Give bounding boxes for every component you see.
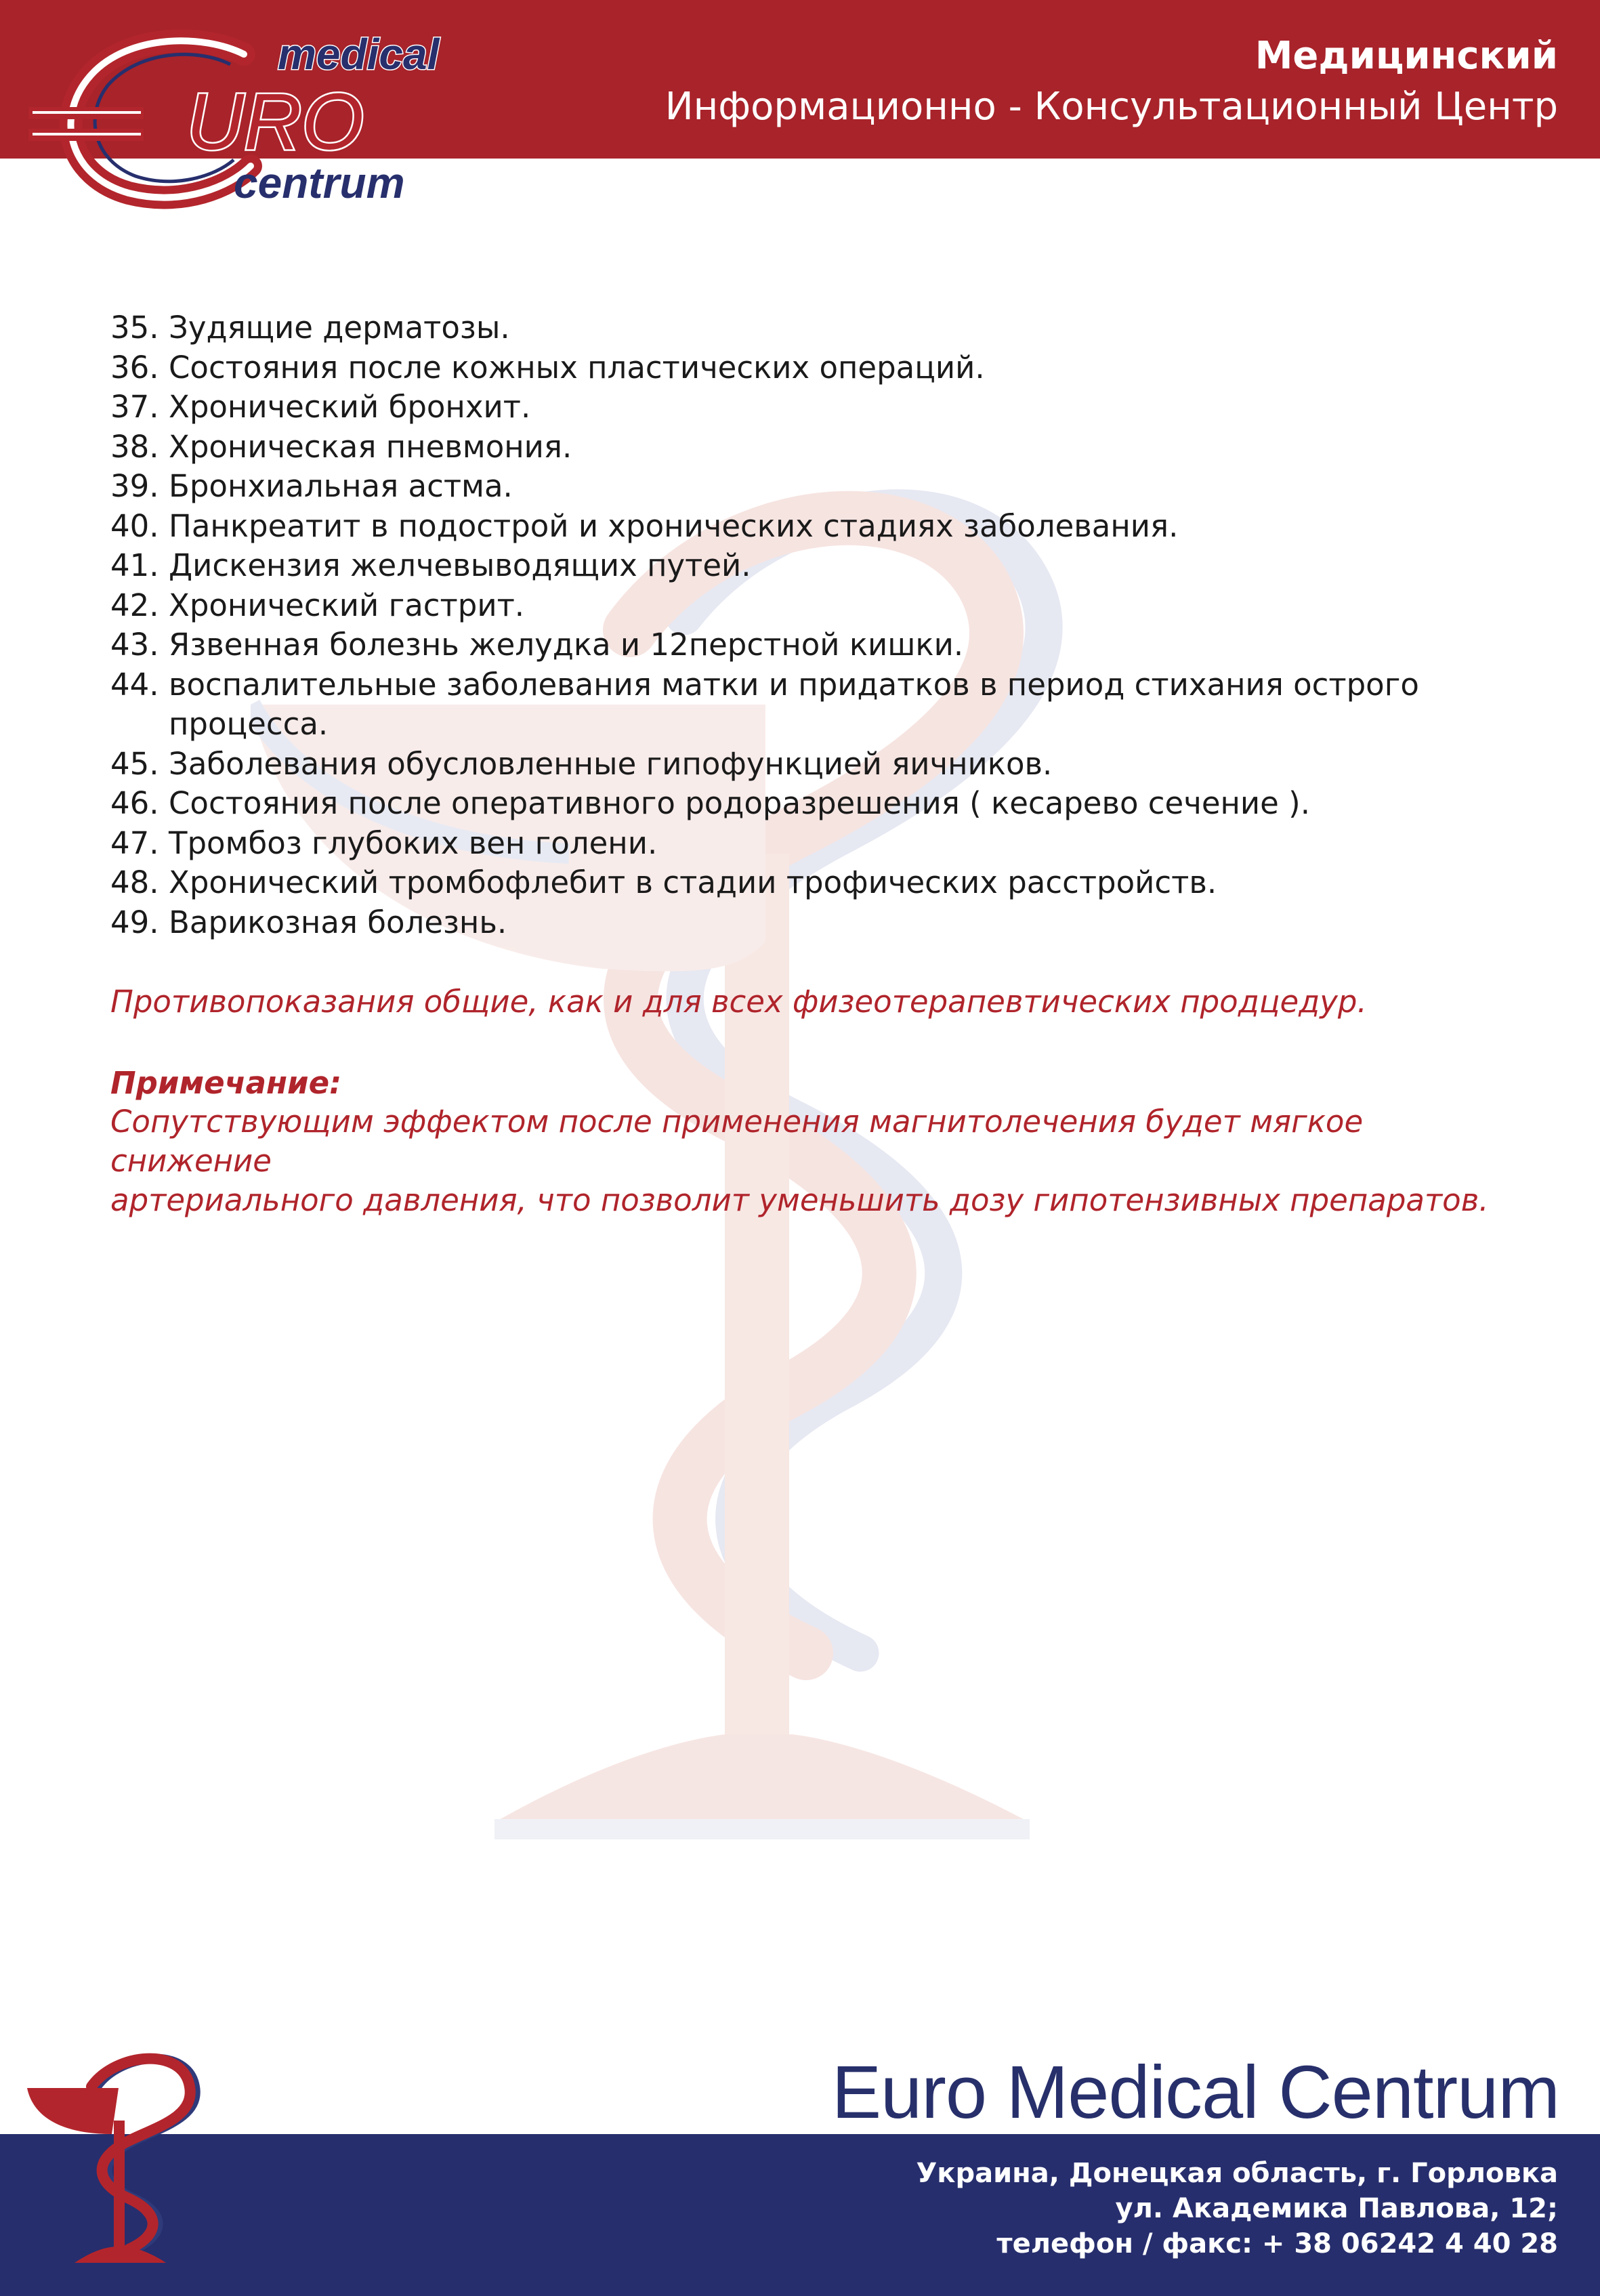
list-item-text: Дискензия желчевыводящих путей.: [169, 547, 751, 583]
emblem-graphic: [27, 2046, 203, 2270]
emblem-rod: [114, 2121, 125, 2256]
euro-sign-bar-highlight-bottom: [33, 133, 141, 135]
list-item-number: 46.: [110, 785, 159, 821]
logo-word-centrum: centrum: [234, 159, 405, 207]
list-item-number: 45.: [110, 745, 159, 782]
list-item: [110, 625, 1465, 665]
list-item-text: Зудящие дерматозы.: [169, 310, 510, 346]
list-item-text: Варикозная болезнь.: [169, 904, 507, 940]
list-item: [110, 824, 1465, 864]
footer-address: [916, 2156, 1558, 2261]
list-item: [110, 546, 1465, 586]
list-item: [110, 507, 1465, 547]
address-line: ул. Академика Павлова, 12;: [1115, 2193, 1558, 2224]
emblem-bowl: [27, 2088, 119, 2134]
header-title-line1: Медицинский: [1255, 34, 1558, 78]
list-item: [110, 348, 1465, 388]
emblem-base: [75, 2247, 166, 2263]
watermark-base: [494, 1734, 1030, 1822]
list-item-text: Хронический бронхит.: [169, 389, 531, 425]
asclepius-emblem-icon: [27, 2046, 203, 2270]
list-item-text: Состояния после оперативного родоразрешения ( кесарево сечение ).: [169, 785, 1311, 821]
list-item-number: 39.: [110, 468, 159, 504]
list-item-number: 44.: [110, 666, 159, 703]
list-item: [110, 308, 1465, 348]
list-item-number: 48.: [110, 864, 159, 900]
contraindications-text: Противопоказания общие, как и для всех физеотерапевтических продцедур.: [110, 984, 1367, 1020]
list-item: [110, 784, 1465, 824]
list-item-number: 40.: [110, 507, 159, 544]
logo-word-medical: medical: [278, 30, 440, 79]
list-item: [110, 467, 1465, 507]
list-item: [110, 427, 1465, 467]
logo-word-euro: URO: [186, 77, 364, 167]
list-item: [110, 388, 1465, 427]
indications-list: [110, 308, 1465, 942]
list-item-text: Хронический тромбофлебит в стадии трофических расстройств.: [169, 864, 1217, 900]
note-body: [110, 1102, 1506, 1220]
list-item-text: Панкреатит в подострой и хронических стадиях заболевания.: [169, 507, 1179, 544]
list-item-number: 43.: [110, 627, 159, 663]
list-item-text: Тромбоз глубоких вен голени.: [169, 825, 658, 861]
header-title: [665, 33, 1558, 134]
address-line: Украина, Донецкая область, г. Горловка: [916, 2158, 1558, 2189]
euro-medical-centrum-logo: [27, 27, 461, 210]
list-item-text: Заболевания обусловленные гипофункцией яичников.: [169, 745, 1053, 782]
footer-brand-name: Euro Medical Centrum: [831, 2051, 1559, 2134]
list-item-text: Бронхиальная астма.: [169, 468, 513, 504]
phone-line: телефон / факс: + 38 06242 4 40 28: [996, 2228, 1558, 2259]
list-item: [110, 745, 1465, 785]
list-item-number: 35.: [110, 310, 159, 346]
note-line: Сопутствующим эффектом после применения магнитолечения будет мягкое снижение: [110, 1104, 1364, 1179]
watermark-base-shadow: [494, 1819, 1030, 1839]
list-item-number: 42.: [110, 587, 159, 623]
list-item-number: 41.: [110, 547, 159, 583]
list-item-text: Хроническая пневмония.: [169, 428, 572, 465]
euro-sign-bar-highlight-top: [33, 111, 141, 114]
logo-graphic: [27, 27, 461, 210]
emblem-serpent: [91, 2059, 190, 2249]
note-title: Примечание:: [110, 1065, 342, 1101]
list-item-text: Язвенная болезнь желудка и 12перстной кишки.: [169, 627, 964, 663]
list-item: [110, 665, 1476, 745]
list-item-number: 36.: [110, 349, 159, 385]
list-item-number: 38.: [110, 428, 159, 465]
list-item: [110, 586, 1465, 626]
list-item-number: 49.: [110, 904, 159, 940]
list-item: [110, 863, 1465, 903]
header-title-line2: Информационно - Консультационный Центр: [665, 85, 1558, 129]
note-line: артериального давления, что позволит уменьшить дозу гипотензивных препаратов.: [110, 1182, 1489, 1218]
list-item-text: воспалительные заболевания матки и придатков в период стихания острого процесса.: [169, 666, 1419, 742]
list-item: [110, 903, 1465, 943]
list-item-number: 47.: [110, 825, 159, 861]
list-item-text: Хронический гастрит.: [169, 587, 525, 623]
list-item-text: Состояния после кожных пластических операций.: [169, 349, 985, 385]
list-item-number: 37.: [110, 389, 159, 425]
